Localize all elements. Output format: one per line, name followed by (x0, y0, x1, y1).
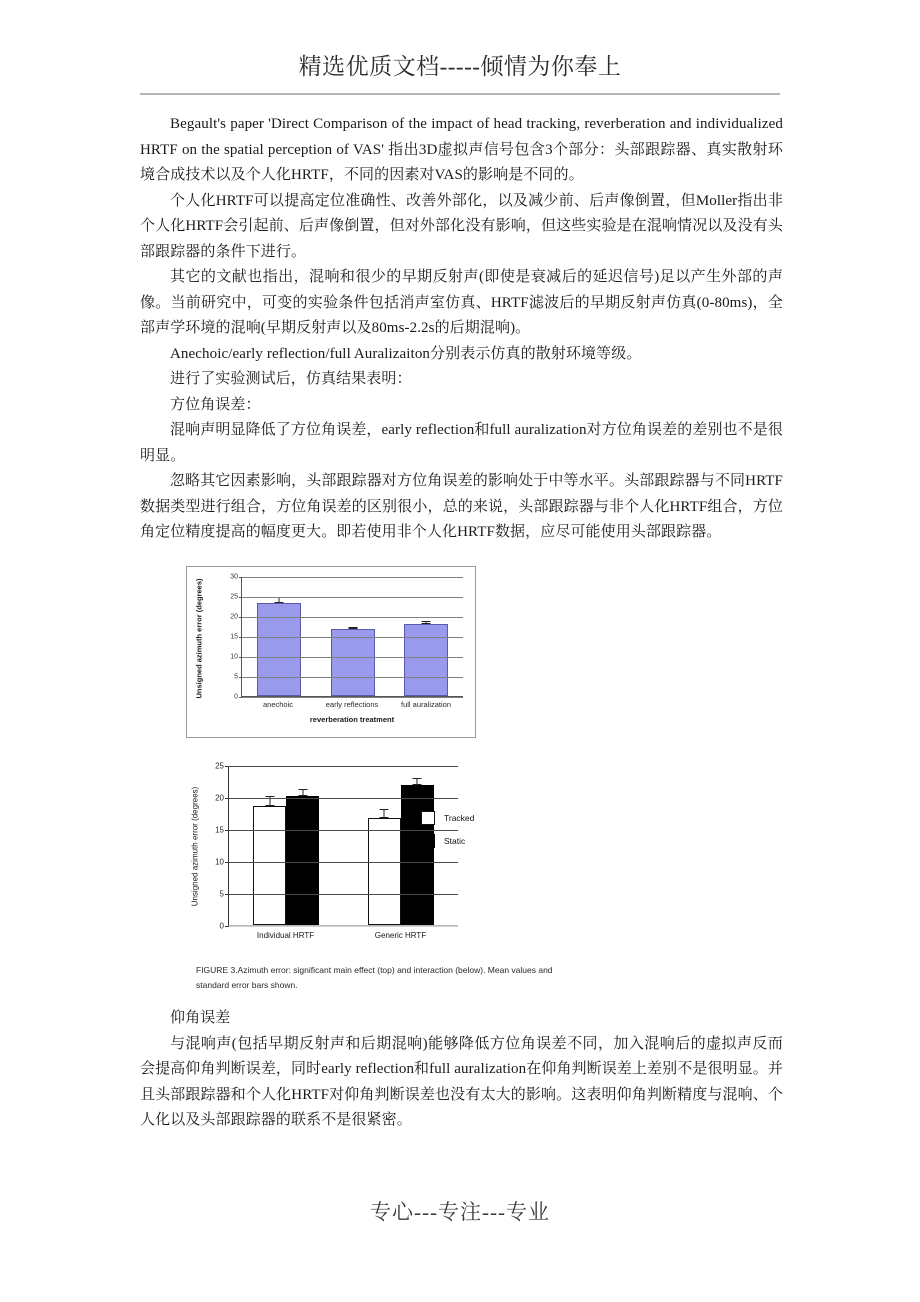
chart-top-y-tick-label: 25 (230, 593, 238, 601)
tail-paragraph-1: 仰角误差 (170, 1010, 231, 1026)
chart-bottom-y-tick-label: 0 (219, 921, 224, 931)
chart-top-x-tick-labels (241, 700, 463, 709)
chart-bottom-x-tick-labels (228, 931, 458, 940)
chart-top-x-tick-label: full auralization (400, 700, 452, 709)
chart-bottom-bar (253, 806, 286, 925)
figure-caption: FIGURE 3.Azimuth error: significant main effect (top) and interaction (below). Mean values and standard error bars shown. (196, 965, 553, 990)
chart-bottom-gridline (219, 889, 458, 899)
chart-bottom-y-tick-label: 5 (219, 889, 224, 899)
chart-top-y-tick-label: 0 (234, 693, 238, 701)
chart-bottom-y-tick-label: 10 (215, 857, 224, 867)
chart-bottom-y-axis-title-text: Unsigned azimuth error (degrees) (190, 786, 200, 906)
chart-top-x-tick-label: early reflections (325, 700, 379, 709)
chart-bottom-error-bar (302, 789, 303, 796)
chart-bottom-interaction (186, 756, 516, 961)
chart-bottom-error-bar (417, 778, 418, 786)
chart-bottom-y-tick-mark (225, 894, 229, 895)
chart-top-gridline (230, 573, 463, 581)
body-paragraph-2: 个人化HRTF可以提高定位准确性、改善外部化，以及减少前、后声像倒置，但Moller指出非个人化HRTF会引起前、后声像倒置，但对外部化没有影响，但这些实验是在混响情况以及没有头部跟踪器的条件下进行。 (140, 192, 783, 260)
chart-top-y-tick-mark (239, 657, 242, 658)
chart-top-y-tick-label: 30 (230, 573, 238, 581)
chart-top-x-tick-label: anechoic (262, 700, 294, 709)
figure-3 (186, 566, 746, 961)
chart-top-y-tick-mark (239, 677, 242, 678)
chart-top-y-axis-title-text: Unsigned azimuth error (degrees) (194, 577, 204, 699)
chart-bottom-error-bar (384, 809, 385, 818)
chart-bottom-y-axis-title (188, 766, 202, 926)
document-tail (140, 1006, 783, 1134)
body-paragraph-3: 其它的文献也指出，混响和很少的早期反射声(即使是衰减后的延迟信号)足以产生外部的声像。当前研究中，可变的实验条件包括消声室仿真、HRTF滤波后的早期反射声仿真(0-80ms)，全部声学环境的混响(早期反射声以及80ms-2.2s的后期混响)。 (140, 269, 783, 336)
chart-top-gridline (230, 653, 463, 661)
chart-bottom-legend-label: Static (444, 835, 466, 846)
chart-top-main-effect (186, 566, 476, 738)
chart-top-bar (331, 629, 375, 696)
chart-bottom-y-tick-mark (225, 830, 229, 831)
chart-top-y-tick-mark (239, 697, 242, 698)
chart-top-y-tick-label: 10 (230, 653, 238, 661)
chart-top-y-tick-mark (239, 597, 242, 598)
chart-top-y-tick-mark (239, 577, 242, 578)
chart-top-gridline (234, 693, 463, 701)
header-title: 精选优质文档-----倾情为你奉上 (298, 54, 622, 79)
chart-bottom-legend-swatch (421, 834, 435, 848)
chart-top-y-tick-label: 5 (234, 673, 238, 681)
chart-bottom-legend-item (421, 829, 474, 852)
document-footer (140, 1196, 780, 1226)
header-divider (140, 93, 780, 95)
chart-bottom-bar (286, 796, 319, 925)
chart-bottom-gridline (215, 857, 458, 867)
chart-bottom-y-tick-label: 25 (215, 761, 224, 771)
body-paragraph-1: Begault's paper 'Direct Comparison of the impact of head tracking, reverberation and individualized HRTF on the spatial perception of VAS' 指出3D虚拟声信号包含3个部分：头部跟踪器、真实散射环境合成技术以及个人化HRTF，不同的因素对VAS的影响是不同的。 (140, 116, 783, 183)
chart-top-x-axis-title: reverberation treatment (309, 715, 395, 724)
chart-bottom-legend-swatch (421, 811, 435, 825)
chart-top-y-tick-label: 15 (230, 633, 238, 641)
chart-bottom-y-tick-label: 20 (215, 793, 224, 803)
chart-top-y-tick-mark (239, 637, 242, 638)
chart-bottom-gridline (219, 921, 458, 931)
body-paragraph-5: 进行了实验测试后，仿真结果表明： (170, 371, 412, 387)
chart-bottom-legend-item (421, 806, 474, 829)
chart-top-error-bar (278, 597, 279, 603)
tail-paragraph-2: 与混响声(包括早期反射声和后期混响)能够降低方位角误差不同，加入混响后的虚拟声反而会提高仰角判断误差，同时early reflection和full auralization在仰角判断误差上差别不是很明显。并且头部跟踪器和个人化HRTF对仰角判断误差也没有太大的影响。这表明仰角判断精度与混响、个人化以及头部跟踪器的联系不是很紧密。 (140, 1035, 783, 1128)
chart-bottom-y-tick-mark (225, 926, 229, 927)
document-body (140, 112, 783, 546)
body-paragraph-6: 方位角误差： (170, 396, 261, 413)
chart-top-error-bar (352, 627, 353, 629)
chart-bottom-y-tick-mark (225, 862, 229, 863)
document-header (140, 52, 780, 82)
chart-bottom-x-tick-label: Generic HRTF (374, 931, 427, 940)
chart-bottom-legend-label: Tracked (444, 812, 475, 823)
chart-top-y-tick-label: 20 (230, 613, 238, 621)
body-paragraph-8: 忽略其它因素影响，头部跟踪器对方位角误差的影响处于中等水平。头部跟踪器与不同HRTF数据类型进行组合，方位角误差的区别很小，总的来说，头部跟踪器与非个人化HRTF组合，方位角定位精度提高的幅度更大。即若使用非个人化HRTF数据，应尽可能使用头部跟踪器。 (140, 473, 783, 540)
chart-top-bar (404, 624, 448, 696)
chart-bottom-x-tick-label: Individual HRTF (256, 931, 315, 940)
chart-top-gridline (230, 633, 463, 641)
chart-top-plot-area (230, 573, 463, 701)
chart-bottom-y-tick-mark (225, 798, 229, 799)
body-paragraph-7: 混响声明显降低了方位角误差，early reflection和full auralization对方位角误差的差别也不是很明显。 (140, 422, 783, 464)
chart-bottom-legend (421, 806, 474, 852)
chart-top-gridline (230, 613, 463, 621)
footer-text: 专心---专注---专业 (370, 1200, 550, 1224)
chart-bottom-bar (368, 818, 401, 925)
chart-bottom-y-tick-label: 15 (215, 825, 224, 835)
body-paragraph-4: Anechoic/early reflection/full Auralizaiton分别表示仿真的散射环境等级。 (170, 345, 642, 362)
chart-top-y-tick-mark (239, 617, 242, 618)
chart-top-y-axis-title (193, 579, 205, 697)
chart-bottom-y-tick-mark (225, 766, 229, 767)
chart-bottom-gridline (215, 761, 458, 771)
chart-top-gridline (230, 593, 463, 601)
chart-top-error-bar (426, 621, 427, 624)
chart-bottom-bar-group (229, 766, 344, 925)
chart-bottom-gridline (215, 793, 458, 803)
chart-top-gridline (234, 673, 463, 681)
